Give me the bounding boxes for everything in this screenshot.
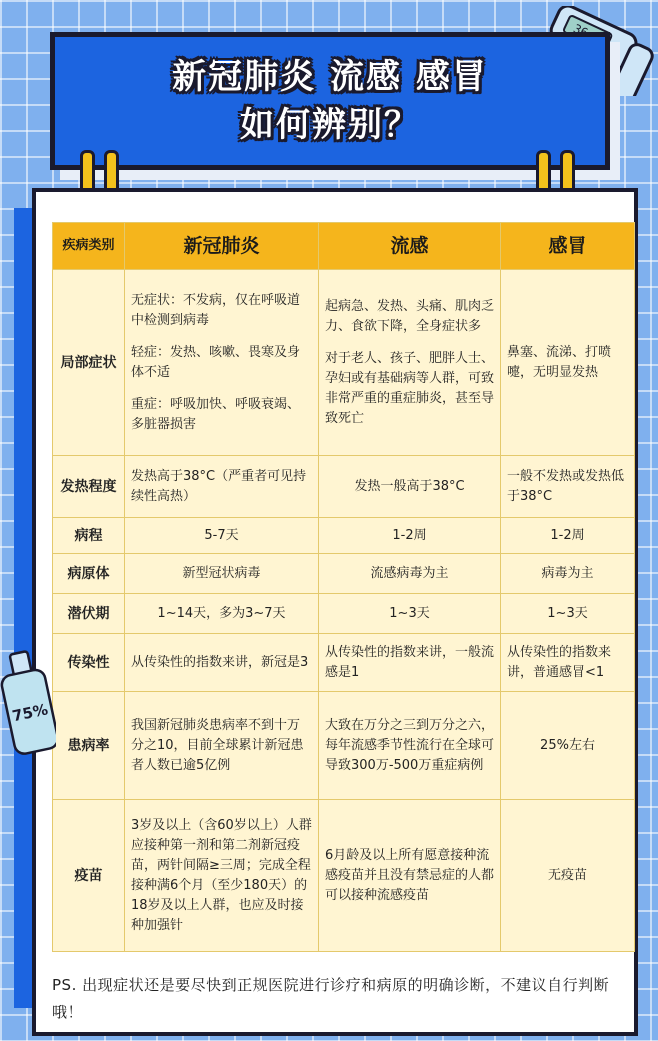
footer-note: PS. 出现症状还是要尽快到正规医院进行诊疗和病原的明确诊断，不建议自行判断哦！ [52, 976, 610, 1021]
header-covid: 新冠肺炎 [125, 223, 319, 270]
table-row [53, 456, 635, 518]
covid-symptom-severe: 重症：呼吸加快、呼吸衰竭、多脏器损害 [131, 396, 301, 432]
covid-cell: 3岁及以上（含60岁以上）人群应接种第一剂和第二剂新冠疫苗，两针间隔≥三周；完成全程接种满6个月（至少180天）的18岁及以上人群，也应及时接种加强针 [125, 800, 319, 952]
row-label: 潜伏期 [53, 594, 125, 634]
table-row [53, 518, 635, 554]
table-row [53, 692, 635, 800]
flu-cell [319, 270, 501, 456]
title-line-1: 新冠肺炎 流感 感冒 [172, 57, 488, 97]
cold-cell: 无疫苗 [501, 800, 635, 952]
covid-symptom-asymptomatic: 无症状：不发病，仅在呼吸道中检测到病毒 [131, 292, 301, 328]
flu-cell: 1-2周 [319, 518, 501, 554]
cold-cell: 鼻塞、流涕、打喷嚏，无明显发热 [501, 270, 635, 456]
row-label: 局部症状 [53, 270, 125, 456]
header-cold: 感冒 [501, 223, 635, 270]
covid-cell: 发热高于38°C（严重者可见持续性高热） [125, 456, 319, 518]
covid-cell: 新型冠状病毒 [125, 554, 319, 594]
covid-cell: 我国新冠肺炎患病率不到十万分之10，目前全球累计新冠患者人数已逾5亿例 [125, 692, 319, 800]
flu-symptom-general: 起病急、发热、头痛、肌肉乏力、食欲下降，全身症状多 [325, 298, 495, 334]
covid-cell: 1~14天，多为3~7天 [125, 594, 319, 634]
cold-cell: 1~3天 [501, 594, 635, 634]
cold-cell: 25%左右 [501, 692, 635, 800]
cold-cell: 病毒为主 [501, 554, 635, 594]
row-label: 患病率 [53, 692, 125, 800]
table-row [53, 634, 635, 692]
cold-cell: 一般不发热或发热低于38°C [501, 456, 635, 518]
cold-cell: 从传染性的指数来讲，普通感冒<1 [501, 634, 635, 692]
covid-cell [125, 270, 319, 456]
table-row [53, 594, 635, 634]
header-flu: 流感 [319, 223, 501, 270]
table-header-row [53, 223, 635, 270]
flu-symptom-risk: 对于老人、孩子、肥胖人士、孕妇或有基础病等人群，可致非常严重的重症肺炎，甚至导致死亡 [325, 350, 495, 426]
flu-cell: 发热一般高于38°C [319, 456, 501, 518]
flu-cell: 从传染性的指数来讲，一般流感是1 [319, 634, 501, 692]
flu-cell: 大致在万分之三到万分之六，每年流感季节性流行在全球可导致300万-500万重症病例 [319, 692, 501, 800]
table-row [53, 270, 635, 456]
row-label: 传染性 [53, 634, 125, 692]
covid-cell: 5-7天 [125, 518, 319, 554]
flu-cell: 流感病毒为主 [319, 554, 501, 594]
flu-cell: 1~3天 [319, 594, 501, 634]
sanitizer-bottle-icon [0, 648, 56, 758]
row-label: 疫苗 [53, 800, 125, 952]
header-disease-type: 疾病类别 [53, 223, 125, 270]
flu-cell: 6月龄及以上所有愿意接种流感疫苗并且没有禁忌症的人都可以接种流感疫苗 [319, 800, 501, 952]
covid-cell: 从传染性的指数来讲，新冠是3 [125, 634, 319, 692]
covid-symptom-mild: 轻症：发热、咳嗽、畏寒及身体不适 [131, 344, 301, 380]
table-row [53, 554, 635, 594]
table-row [53, 800, 635, 952]
title-banner [50, 32, 610, 170]
row-label: 病程 [53, 518, 125, 554]
comparison-card [32, 188, 638, 1036]
title-line-2: 如何辨别？ [240, 105, 420, 145]
row-label: 发热程度 [53, 456, 125, 518]
bottle-label: 75% [10, 700, 50, 726]
row-label: 病原体 [53, 554, 125, 594]
comparison-table [52, 222, 635, 952]
cold-cell: 1-2周 [501, 518, 635, 554]
